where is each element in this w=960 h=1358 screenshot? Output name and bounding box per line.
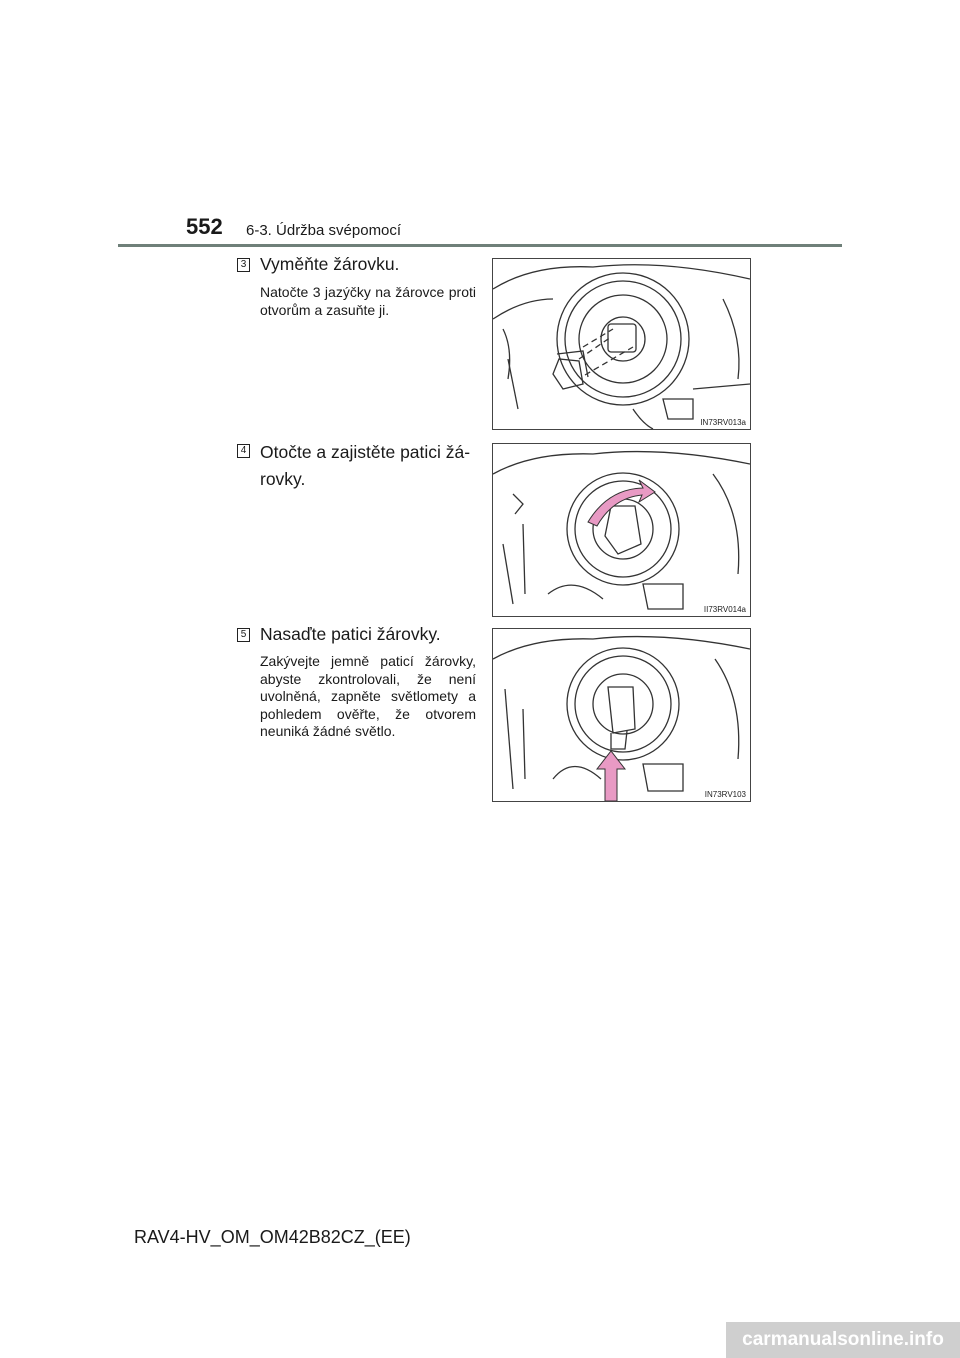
page-number: 552 bbox=[186, 214, 223, 239]
footer-model-code: RAV4-HV_OM_OM42B82CZ_(EE) bbox=[134, 1227, 411, 1247]
step-desc-5: Zakývejte jemně paticí žárovky, abyste zkontrolovali, že není uvolněná, zapněte světlomety a pohledem ověřte, že otvorem neuniká žádné světlo. bbox=[260, 653, 476, 739]
step-marker-3: 3 bbox=[237, 258, 250, 272]
step-marker-5: 5 bbox=[237, 628, 250, 642]
figure-code-5: IN73RV103 bbox=[704, 790, 746, 799]
figure-code-4: II73RV014a bbox=[703, 605, 746, 614]
step-title-4: Otočte a zajistěte patici žá-rovky. bbox=[260, 442, 471, 489]
figure-code-3: IN73RV013a bbox=[700, 418, 746, 427]
step-desc-3: Natočte 3 jazýčky na žárovce proti otvorům a zasuňte ji. bbox=[260, 284, 476, 318]
bulb-rotate-illustration bbox=[493, 444, 750, 616]
step-title-5: Nasaďte patici žárovky. bbox=[260, 624, 441, 644]
step-title-3: Vyměňte žárovku. bbox=[260, 254, 400, 274]
socket-install-illustration bbox=[493, 629, 750, 801]
figure-step-3 bbox=[492, 258, 751, 430]
step-marker-4: 4 bbox=[237, 444, 250, 458]
up-arrow-icon bbox=[597, 751, 625, 801]
bulb-insert-illustration bbox=[493, 259, 750, 429]
section-title: 6-3. Údržba svépomocí bbox=[246, 222, 402, 239]
figure-step-4 bbox=[492, 443, 751, 617]
figure-step-5 bbox=[492, 628, 751, 802]
rotate-arrow-icon bbox=[588, 480, 655, 526]
header-rule bbox=[118, 244, 842, 247]
watermark-link[interactable]: carmanualsonline.info bbox=[726, 1322, 960, 1358]
